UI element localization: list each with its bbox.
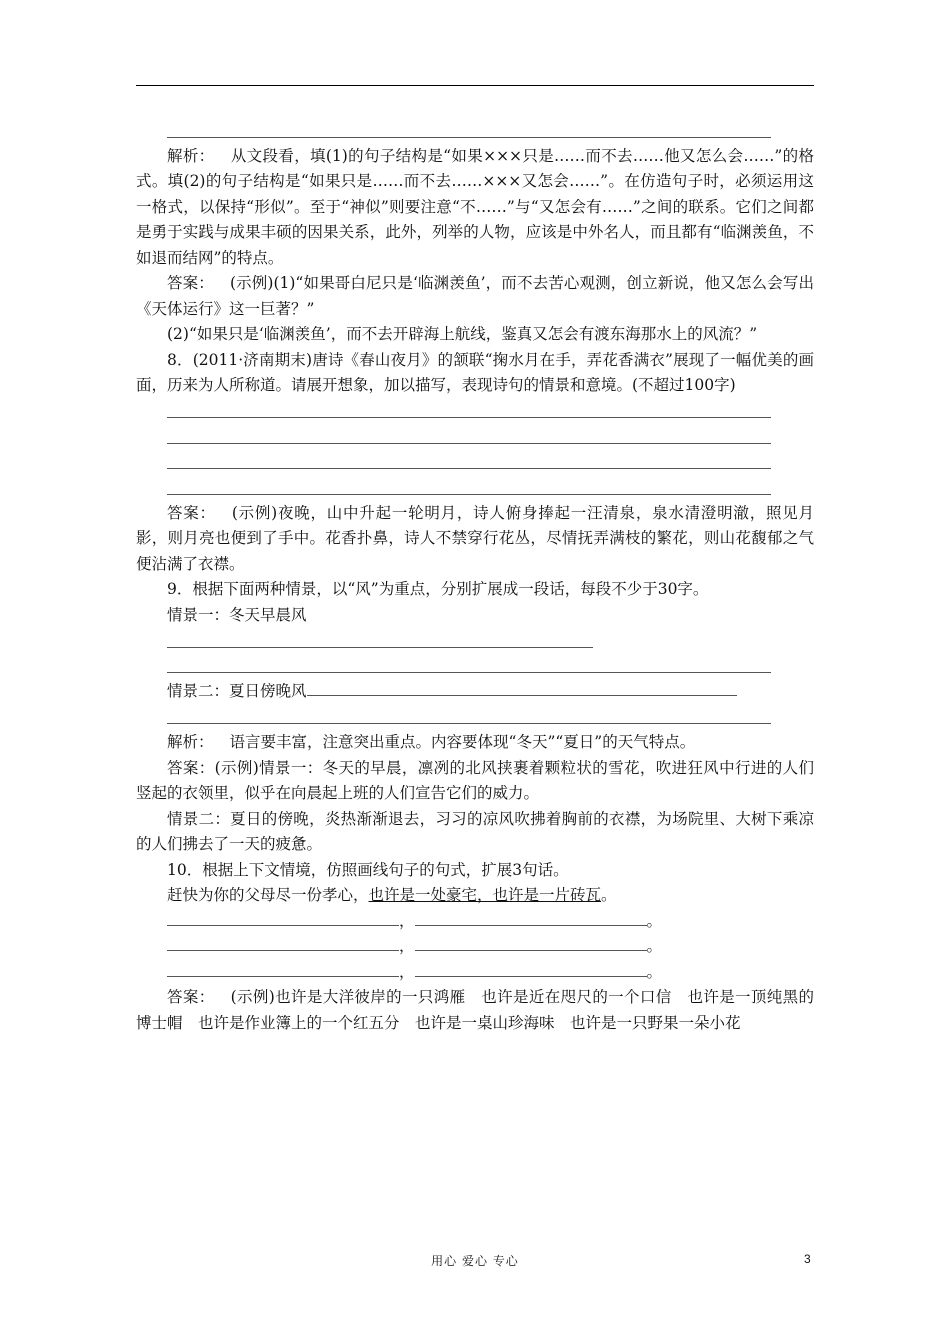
page-number: 3 bbox=[804, 1252, 811, 1266]
answer-blank-line bbox=[136, 705, 814, 731]
q9-scene-1: 情景一：冬天早晨风 bbox=[167, 605, 307, 624]
answer-blank-line bbox=[136, 424, 814, 450]
q10-context: 赶快为你的父母尽一份孝心，也许是一处豪宅，也许是一片砖瓦。 bbox=[167, 886, 617, 904]
q9-analysis: 解析： 语言要丰富，注意突出重点。内容要体现“冬天”“夏日”的天气特点。 bbox=[167, 733, 696, 751]
answer-blank-line bbox=[136, 654, 814, 680]
scene-2-blank bbox=[307, 679, 737, 696]
answer-blank-line bbox=[136, 628, 814, 654]
answer-blank-line bbox=[136, 399, 814, 425]
q10-answer: 答案： (示例)也许是大洋彼岸的一只鸿雁 也许是近在咫尺的一个口信 也许是一顶纯黑的博士帽 也许是作业簿上的一个红五分 也许是一桌山珍海味 也许是一只野果一朵小花 bbox=[136, 988, 814, 1032]
q7-analysis: 解析： 从文段看，填(1)的句子结构是“如果×××只是……而不去……他又怎么会……”的格式。填(2)的句子结构是“如果只是……而不去……×××又怎会……”。在仿造句子时，必须运用这一格式，以保持“形似”。至于“神似”则要注意“不……”与“又怎会有……”之间的联系。它们之间都是勇于实践与成果丰硕的因果关系，此外，列举的人物，应该是中外名人，而且都有“临渊羡鱼，不如退而结网”的特点。 bbox=[136, 146, 814, 267]
q8-question: 8．(2011·济南期末)唐诗《春山夜月》的颔联“掬水月在手，弄花香满衣”展现了一幅优美的画面，历来为人所称道。请展开想象，加以描写，表现诗句的情景和意境。(不超过100字) bbox=[136, 350, 814, 394]
q7-answer-2: (2)“如果只是‘临渊羡鱼’，而不去开辟海上航线，鉴真又怎会有渡东海那水上的风流？” bbox=[167, 325, 758, 343]
q8-answer: 答案： (示例)夜晚，山中升起一轮明月，诗人俯身捧起一汪清泉，泉水清澄明澈，照见月影，则月亮也便到了手中。花香扑鼻，诗人不禁穿行花丛，尽情抚弄满枝的繁花，则山花馥郁之气便沾满了衣襟。 bbox=[136, 503, 814, 573]
q9-question: 9．根据下面两种情景，以“风”为重点，分别扩展成一段话，每段不少于30字。 bbox=[167, 580, 709, 598]
q9-scene-2: 情景二：夏日傍晚风 bbox=[136, 679, 814, 705]
q10-question: 10．根据上下文情境，仿照画线句子的句式，扩展3句话。 bbox=[167, 860, 569, 879]
answer-blank-line bbox=[136, 475, 814, 501]
q9-answer-1: 答案：(示例)情景一：冬天的早晨，凛冽的北风挟裹着颗粒状的雪花，吹进狂风中行进的人们竖起的衣领里，似乎在向晨起上班的人们宣告它们的威力。 bbox=[136, 758, 814, 802]
q9-answer-2: 情景二：夏日的傍晚，炎热渐渐退去，习习的凉风吹拂着胸前的衣襟，为场院里、大树下乘凉的人们拂去了一天的疲惫。 bbox=[136, 809, 814, 853]
q7-answer-1: 答案： (示例)(1)“如果哥白尼只是‘临渊羡鱼’，而不去苦心观测，创立新说，他又怎么会写出《天体运行》这一巨著？” bbox=[136, 274, 814, 318]
footer-motto: 用心 爱心 专心 bbox=[431, 1254, 519, 1268]
answer-blank-line bbox=[136, 118, 814, 144]
q10-blank-row: ， 。 bbox=[136, 934, 814, 960]
q10-blank-row: ， 。 bbox=[136, 909, 814, 935]
header-rule bbox=[136, 85, 814, 86]
page-content bbox=[136, 118, 814, 1036]
answer-blank-line bbox=[136, 450, 814, 476]
underlined-sentence: 也许是一处豪宅，也许是一片砖瓦 bbox=[368, 886, 602, 904]
q10-blank-row: ， 。 bbox=[136, 960, 814, 986]
